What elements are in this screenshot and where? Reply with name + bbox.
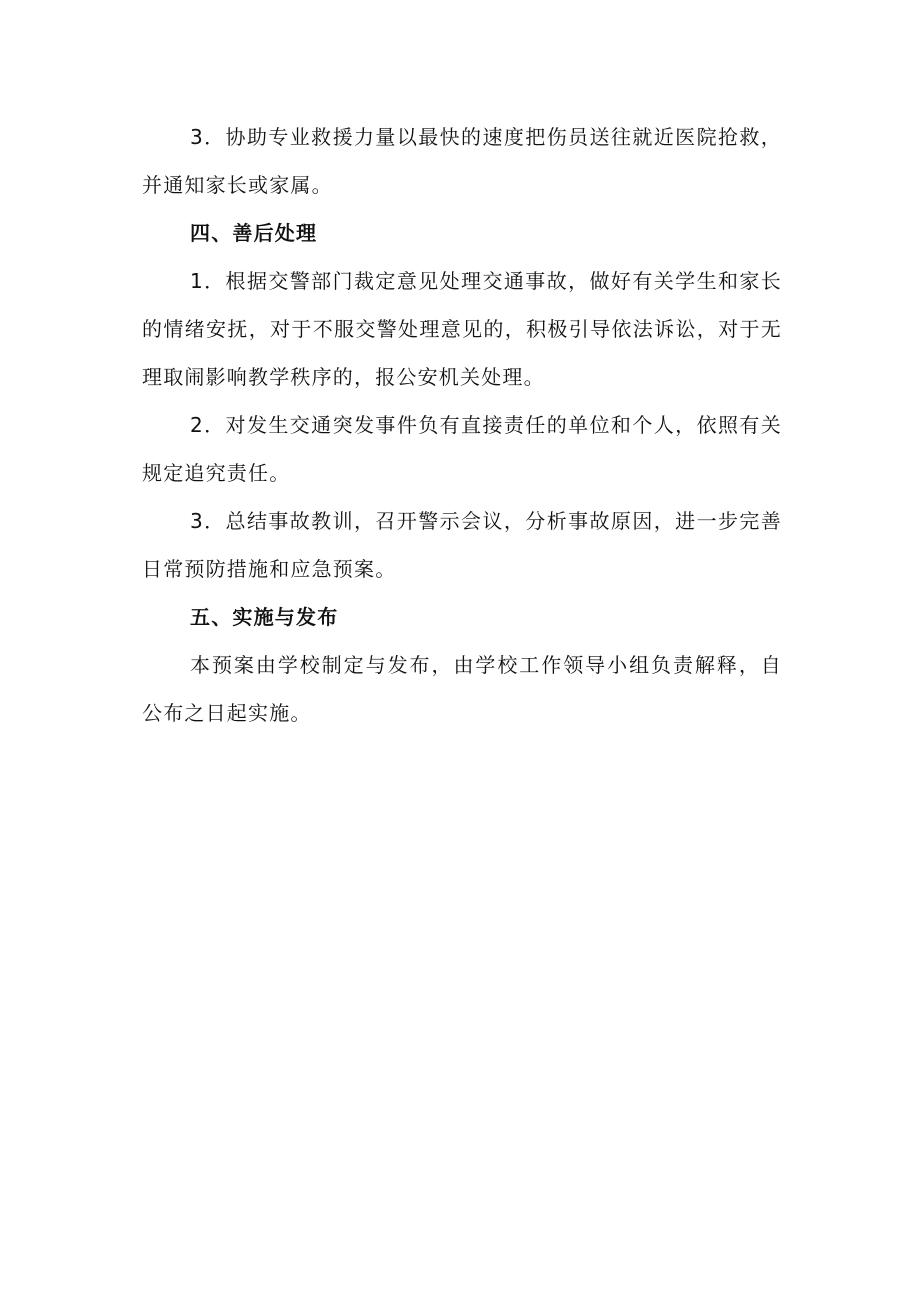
section-heading-implementation: 五、实施与发布 [190, 605, 339, 629]
paragraph-accountability: 2．对发生交通突发事件负有直接责任的单位和个人，依照有关规定追究责任。 [142, 413, 782, 485]
paragraph-effective-date: 本预案由学校制定与发布，由学校工作领导小组负责解释，自公布之日起实施。 [142, 653, 782, 725]
paragraph-rescue-assist: 3．协助专业救援力量以最快的速度把伤员送往就近医院抢救，并通知家长或家属。 [142, 125, 782, 197]
section-heading-aftermath: 四、善后处理 [190, 221, 318, 245]
paragraph-lessons-learned: 3．总结事故教训，召开警示会议，分析事故原因，进一步完善日常预防措施和应急预案。 [142, 509, 782, 581]
document-body [142, 113, 782, 737]
paragraph-accident-handling: 1．根据交警部门裁定意见处理交通事故，做好有关学生和家长的情绪安抚，对于不服交警处理意见的，积极引导依法诉讼，对于无理取闹影响教学秩序的，报公安机关处理。 [142, 269, 782, 389]
